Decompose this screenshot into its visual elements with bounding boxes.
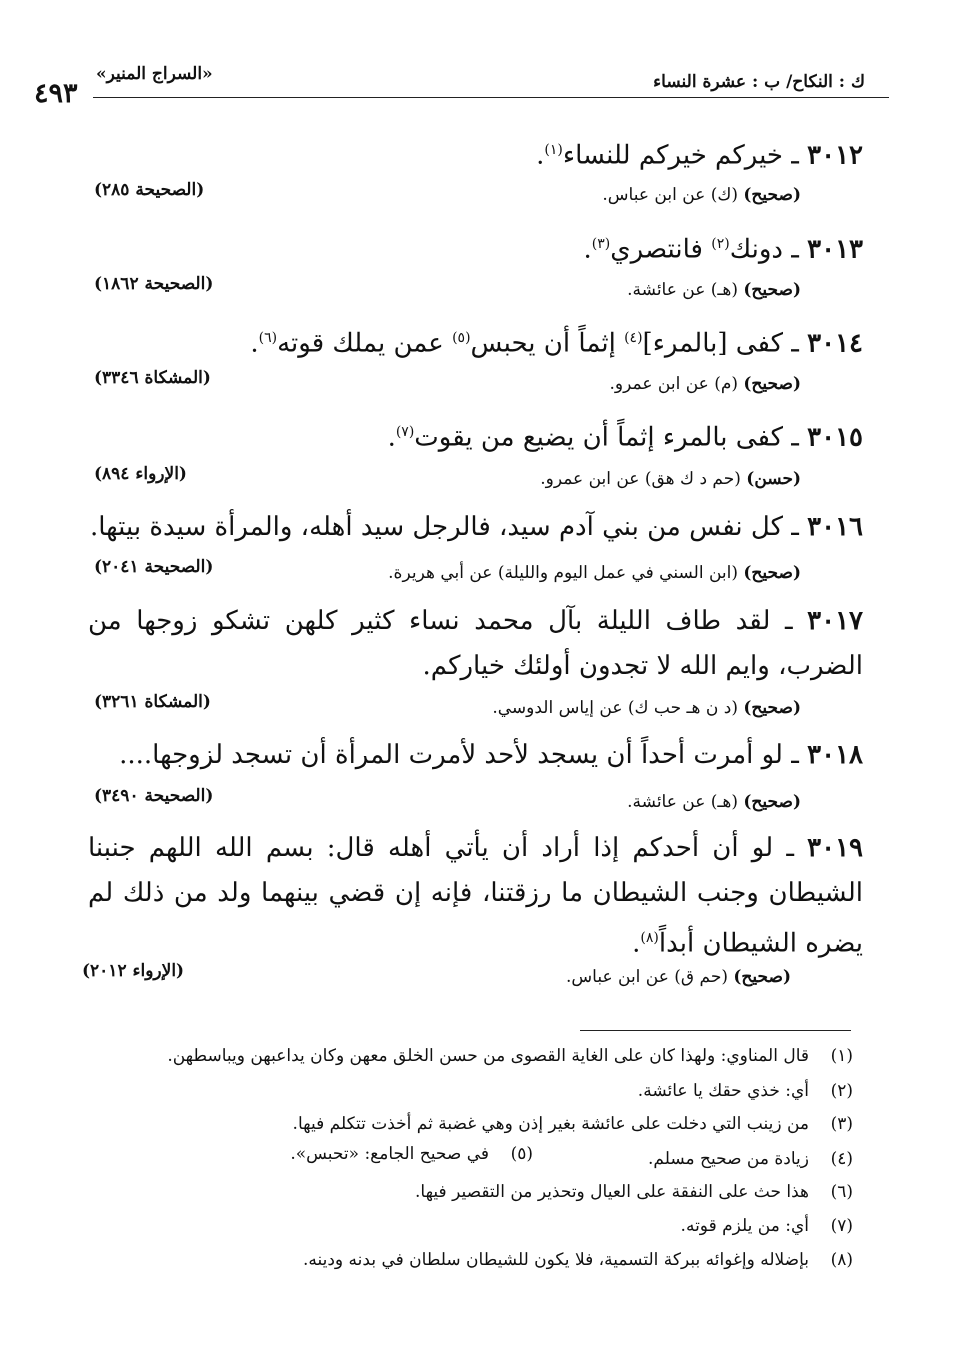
reference: (الإرواء ٨٩٤)	[94, 464, 187, 484]
reference: (المشكاة ٣٢٦١)	[94, 692, 211, 712]
hadith-text: كفى بالمرء إثماً أن يضيع من يقوت	[414, 422, 783, 453]
header-rule	[93, 97, 889, 98]
grade-line	[627, 792, 801, 812]
footnote	[290, 1144, 533, 1164]
footnote-marker: (٢)	[711, 236, 730, 252]
footnote-marker: (١)	[544, 142, 563, 158]
footnote-marker: (٦)	[258, 330, 278, 346]
hadith-3012: ٣٠١٢ ـ خيركم خيركم للنساء$^{(١)}$.	[536, 140, 863, 171]
footnote	[638, 1081, 853, 1101]
grade: (صحيح)	[743, 563, 801, 583]
grade: (صحيح)	[743, 280, 801, 300]
hadith-3014: ٣٠١٤ ـ كفى [بالمرء]$^{(٤)}$ إثماً أن يحبس$^{(٥)}$ عمن يملك قوته$^{(٦)}$.	[250, 328, 863, 359]
hadith-number: ٣٠١٥	[807, 422, 863, 453]
reference: (الصحيحة ٢٠٤١)	[94, 557, 214, 577]
footnote-text: أي: من يلزم قوته.	[680, 1216, 809, 1236]
footnote-number: (٣)	[830, 1114, 853, 1134]
grade-line	[610, 374, 801, 394]
source: (حم د ك هق) عن ابن عمرو.	[540, 469, 741, 489]
footnote-text: زيادة من صحيح مسلم.	[648, 1149, 809, 1169]
footnote	[303, 1250, 853, 1270]
footnote	[681, 1216, 853, 1236]
source: (د ن هـ حب ك) عن إياس الدوسي.	[492, 698, 738, 718]
grade: (صحيح)	[743, 185, 801, 205]
grade-line	[492, 698, 801, 718]
grade: (صحيح)	[743, 698, 801, 718]
hadith-text: لو أمرت أحداً أن يسجد لأحد لأمرت المرأة أن تسجد لزوجها....	[119, 740, 783, 770]
reference: (المشكاة ٣٣٤٦)	[94, 368, 211, 388]
footnote-text: أي: خذي حقك يا عائشة.	[637, 1081, 809, 1101]
grade: (صحيح)	[733, 967, 791, 987]
reference: (الصحيحة ٣٤٩٠)	[94, 786, 214, 806]
hadith-3018: ٣٠١٨ ـ لو أمرت أحداً أن يسجد لأحد لأمرت المرأة أن تسجد لزوجها....	[119, 740, 863, 770]
footnote-text: بإضلاله وإغوائه ببركة التسمية، فلا يكون للشيطان سلطان في بدنه ودينه.	[302, 1250, 809, 1270]
footnote-marker: (٧)	[395, 424, 415, 440]
hadith-3013: ٣٠١٣ ـ دونك$^{(٢)}$ فانتصري$^{(٣)}$.	[583, 234, 863, 265]
source: (حم ق) عن ابن عباس.	[566, 967, 728, 987]
hadith-text: لقد طاف الليلة بآل محمد نساء كثير كلهن تشكو زوجها من الضرب، وايم الله لا تجدون أولئك خياركم.	[88, 606, 863, 681]
grade: (حسن)	[746, 469, 801, 489]
source: (ك) عن ابن عباس.	[602, 185, 738, 205]
source: (هـ) عن عائشة.	[627, 280, 738, 300]
hadith-number: ٣٠١٩	[807, 833, 863, 863]
grade-line	[540, 469, 801, 489]
footnote-number: (٦)	[830, 1182, 853, 1202]
hadith-3016: ٣٠١٦ ـ كل نفس من بني آدم سيد، فالرجل سيد أهله، والمرأة سيدة بيتها.	[89, 512, 863, 542]
footnote-text: هذا حث على النفقة على العيال وتحذير من التقصير فيها.	[415, 1182, 809, 1202]
footnote-text: من زينب التي دخلت على عائشة بغير إذن وهي غضبة ثم أخذت تتكلم فيها.	[292, 1114, 809, 1134]
footnote-text: قال المناوي: ولهذا كان على الغاية القصوى من حسن الخلق معهن وكان يداعبهن ويباسطهن.	[167, 1046, 809, 1066]
footnote-number: (٧)	[830, 1216, 853, 1236]
footnote-number: (٥)	[510, 1144, 533, 1164]
source: (م) عن ابن عمرو.	[609, 374, 738, 394]
hadith-3017: ٣٠١٧ ـ لقد طاف الليلة بآل محمد نساء كثير كلهن تشكو زوجها من الضرب، وايم الله لا تجدون أولئك خياركم.	[88, 606, 863, 681]
footnote-number: (١)	[830, 1046, 853, 1066]
hadith-number: ٣٠١٨	[807, 740, 863, 770]
grade: (صحيح)	[743, 792, 801, 812]
reference: (الصحيحة ١٨٦٢)	[94, 274, 214, 294]
hadith-number: ٣٠١٧	[807, 606, 863, 636]
footnote	[648, 1149, 853, 1169]
grade-line	[566, 967, 791, 987]
footnote-rule	[580, 1030, 851, 1031]
hadith-number: ٣٠١٤	[807, 328, 863, 359]
grade-line	[602, 185, 801, 205]
hadith-number: ٣٠١٢	[807, 140, 863, 171]
footnote	[415, 1182, 853, 1202]
page-number: ٤٩٣	[34, 78, 78, 109]
footnote-number: (٨)	[830, 1250, 853, 1270]
grade: (صحيح)	[743, 374, 801, 394]
footnote-text: في صحيح الجامع: «تحبس».	[290, 1144, 489, 1164]
chapter-header: ك : النكاح/ ب : عشرة النساء	[653, 72, 865, 92]
hadith-text: لو أن أحدكم إذا أراد أن يأتي أهله قال: بسم الله اللهم جنبنا الشيطان وجنب الشيطان ما رزقتنا، فإنه إن قضي بينهما ولد من ذلك لم يضره الشيطان أبداً	[88, 833, 863, 959]
hadith-3015: ٣٠١٥ ـ كفى بالمرء إثماً أن يضيع من يقوت$^{(٧)}$.	[387, 422, 863, 453]
reference: (الإرواء ٢٠١٢)	[82, 961, 185, 981]
hadith-text: كل نفس من بني آدم سيد، فالرجل سيد أهله، والمرأة سيدة بيتها.	[89, 512, 783, 542]
footnote-number: (٢)	[830, 1081, 853, 1101]
book-title-header: «السراج المنير»	[96, 64, 213, 84]
grade-line	[627, 280, 801, 300]
grade-line	[388, 563, 801, 583]
reference: (الصحيحة ٢٨٥)	[94, 180, 205, 200]
footnote-marker: (٥)	[452, 330, 471, 346]
hadith-number: ٣٠١٦	[807, 512, 863, 542]
source: (ابن السني في عمل اليوم والليلة) عن أبي هريرة.	[388, 563, 738, 583]
hadith-text: خيركم خيركم للنساء	[562, 140, 783, 171]
footnote	[293, 1114, 853, 1134]
footnote-marker: (٨)	[640, 930, 659, 946]
footnote-marker: (٣)	[591, 236, 611, 252]
hadith-number: ٣٠١٣	[807, 234, 863, 265]
footnote-number: (٤)	[830, 1149, 853, 1169]
hadith-3019: ٣٠١٩ ـ لو أن أحدكم إذا أراد أن يأتي أهله قال: بسم الله اللهم جنبنا الشيطان وجنب الشيطان ما رزقتنا، فإنه إن قضي بينهما ولد من ذلك لم يضره الشيطان أبداً$^{(٨)}$.	[88, 833, 863, 959]
source: (هـ) عن عائشة.	[627, 792, 738, 812]
footnote-marker: (٤)	[624, 330, 643, 346]
footnote	[167, 1046, 853, 1066]
